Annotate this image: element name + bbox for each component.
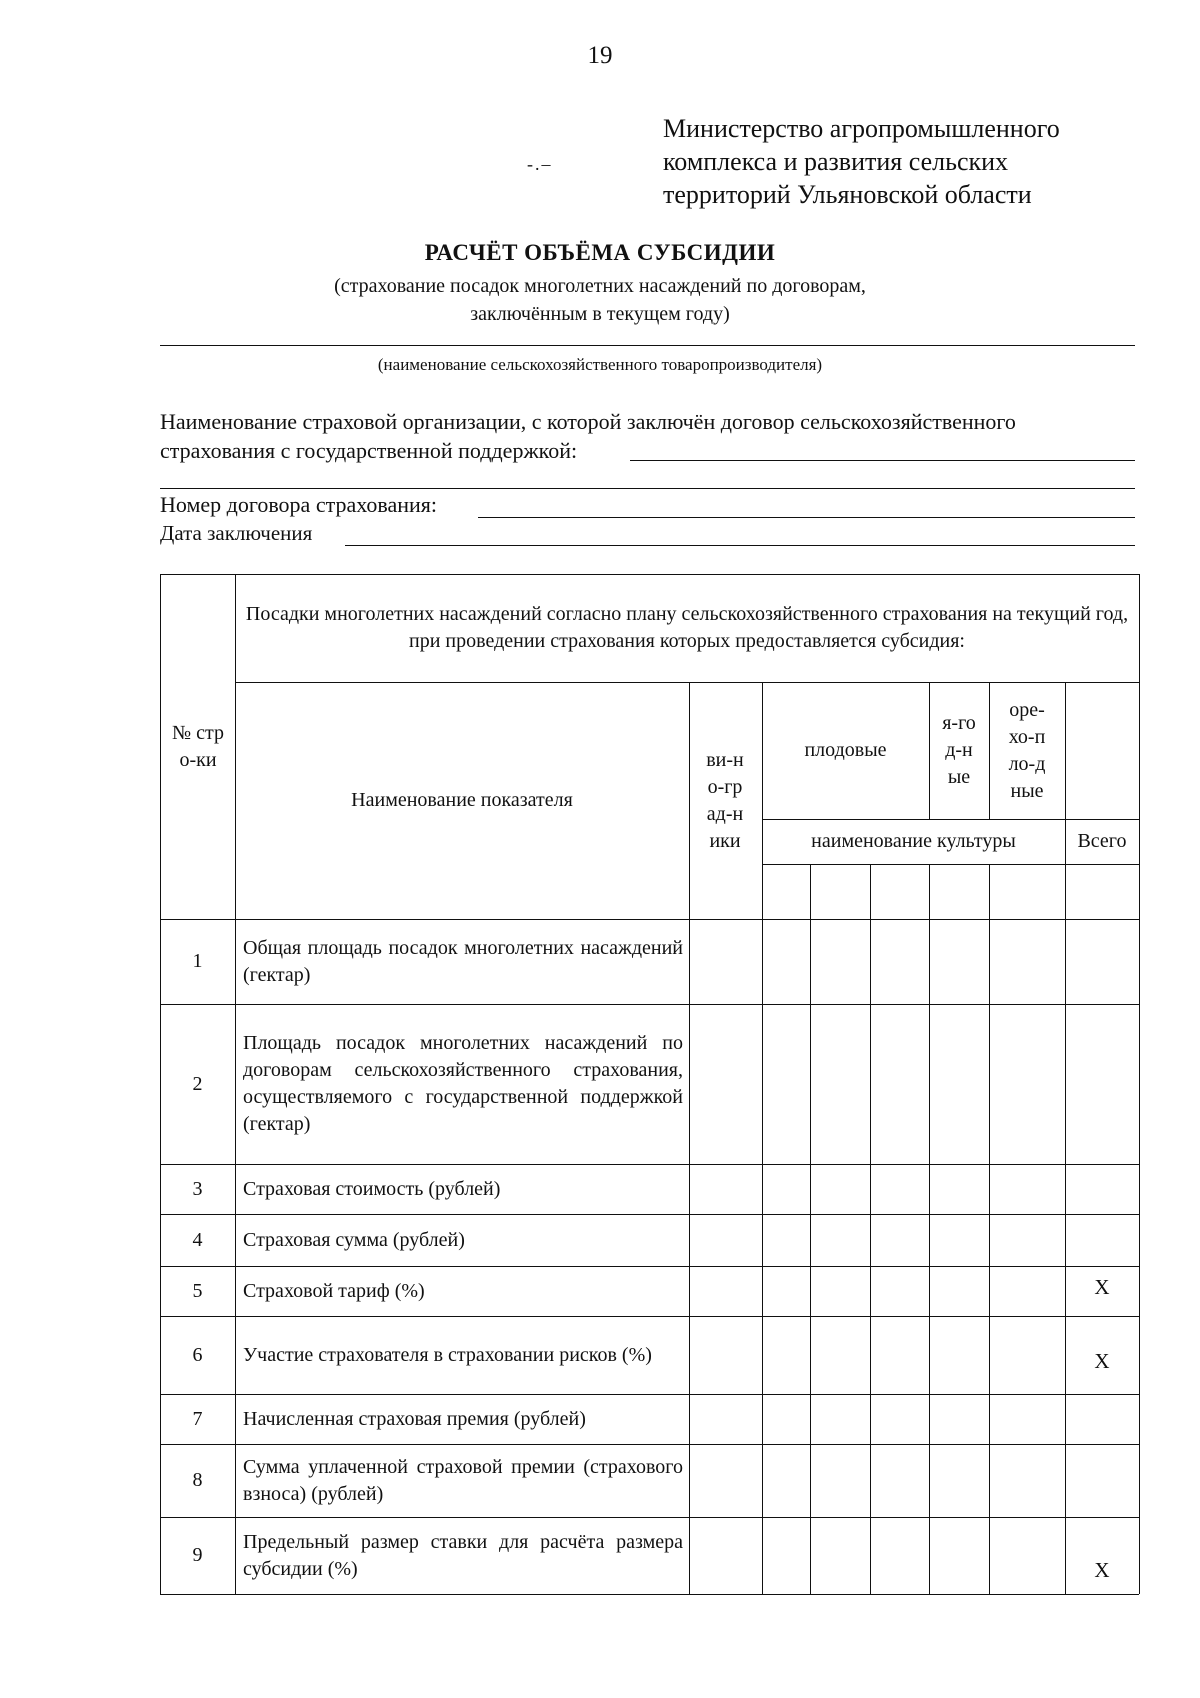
row-label [235,1394,689,1444]
row-label-text: Сумма уплаченной страховой премии (страхового взноса) (рублей) [243,1455,683,1505]
conclusion-date-field[interactable] [345,545,1135,546]
page-number: 19 [587,42,613,69]
row-label-text: Страховой тариф (%) [243,1279,425,1302]
row-number: 9 [192,1544,203,1566]
scan-mark: -.– [527,154,553,174]
document-title: РАСЧЁТ ОБЪЁМА СУБСИДИИ [424,240,776,265]
table-border-right [1139,574,1140,1594]
row-number: 8 [192,1469,203,1491]
row-label-text: Страховая сумма (рублей) [243,1228,465,1251]
row-number: 7 [192,1407,203,1430]
header-row-number-text: № стро-ки [172,721,224,771]
header-total [1065,819,1139,864]
row-number: 6 [192,1343,203,1366]
addressee-line: территорий Ульяновской области [663,180,1032,209]
header-indicator-text: Наименование показателя [351,789,573,811]
grid-line [689,682,690,1594]
row-label-text: Страховая стоимость (рублей) [243,1177,501,1200]
insurer-line: Наименование страховой организации, с которой заключён договор сельскохозяйственного [160,409,1016,434]
insurer-name-field[interactable] [630,460,1135,461]
header-fruit-text: плодовые [804,739,887,761]
total-x-mark: Х [1094,1348,1110,1373]
grid-line [989,864,990,1594]
addressee-line: Министерство агропромышленного [663,114,1060,143]
row-label [235,1164,689,1214]
total-x-mark: Х [1094,1557,1110,1582]
contract-number-field[interactable] [478,517,1135,518]
row-label-text: Общая площадь посадок многолетних насаждений (гектар) [243,936,683,986]
total-x-mark: Х [1094,1274,1110,1299]
indicators-table [160,574,1139,1594]
grid-line [810,864,811,1594]
header-nut-text: оре-хо-пло-дные [1008,698,1046,802]
table-border-bottom [160,1594,1139,1595]
subtitle-line: (страхование посадок многолетних насаждений по договорам, [334,275,866,297]
row-label [235,1517,689,1594]
header-culture-name [762,819,1065,864]
subtitle-line: заключённым в текущем году) [470,303,730,325]
row-label-text: Предельный размер ставки для расчёта размера субсидии (%) [243,1530,683,1580]
row-label-text: Участие страхователя в страховании рисков (%) [243,1343,652,1366]
insurer-name-field-continuation[interactable] [160,488,1135,489]
row-label [235,1214,689,1266]
row-number: 2 [192,1072,203,1095]
header-total-text: Всего [1077,830,1127,852]
header-nut [1005,682,1049,819]
header-group [235,574,1139,682]
header-vineyards-text: ви-но-град-ники [706,748,744,852]
row-number: 4 [192,1228,203,1251]
row-label-text: Площадь посадок многолетних насаждений по договорам сельскохозяйственного страхования, осуществляемого с государственной поддержкой (гектар) [243,1032,683,1135]
row-number: 1 [192,950,203,972]
grid-line [870,864,871,1594]
contract-number-label: Номер договора страхования: [160,492,438,517]
row-label [235,1444,689,1517]
row-label [235,1266,689,1316]
grid-line [929,864,930,1594]
addressee-block [663,112,1133,211]
header-group-text: Посадки многолетних насаждений согласно плану сельскохозяйственного страхования на текущий год, при проведении страхования которых предоставляется субсидия: [245,603,1129,652]
row-number: 5 [192,1279,203,1302]
header-berry-text: я-год-ные [942,712,976,788]
header-indicator [235,682,689,919]
addressee-line: комплекса и развития сельских [663,147,1009,176]
header-row-number [172,574,224,919]
row-number: 3 [192,1177,203,1200]
grid-line [762,864,1139,865]
insurer-text [160,407,1160,465]
grid-line [929,682,930,819]
producer-name-field[interactable] [160,345,1135,346]
conclusion-date-label: Дата заключения [160,521,313,545]
insurer-line: страхования с государственной поддержкой: [160,438,578,463]
producer-caption: (наименование сельскохозяйственного товаропроизводителя) [377,355,823,374]
grid-line [989,682,990,819]
row-label-text: Начисленная страховая премия (рублей) [243,1407,586,1430]
document-subtitle [0,272,1200,328]
row-label [235,1004,689,1164]
row-label [235,1316,689,1394]
header-culture-name-text: наименование культуры [811,830,1016,852]
header-vineyards [705,682,745,919]
header-fruit [762,682,929,819]
row-label [235,919,689,1004]
header-berry [942,682,976,819]
